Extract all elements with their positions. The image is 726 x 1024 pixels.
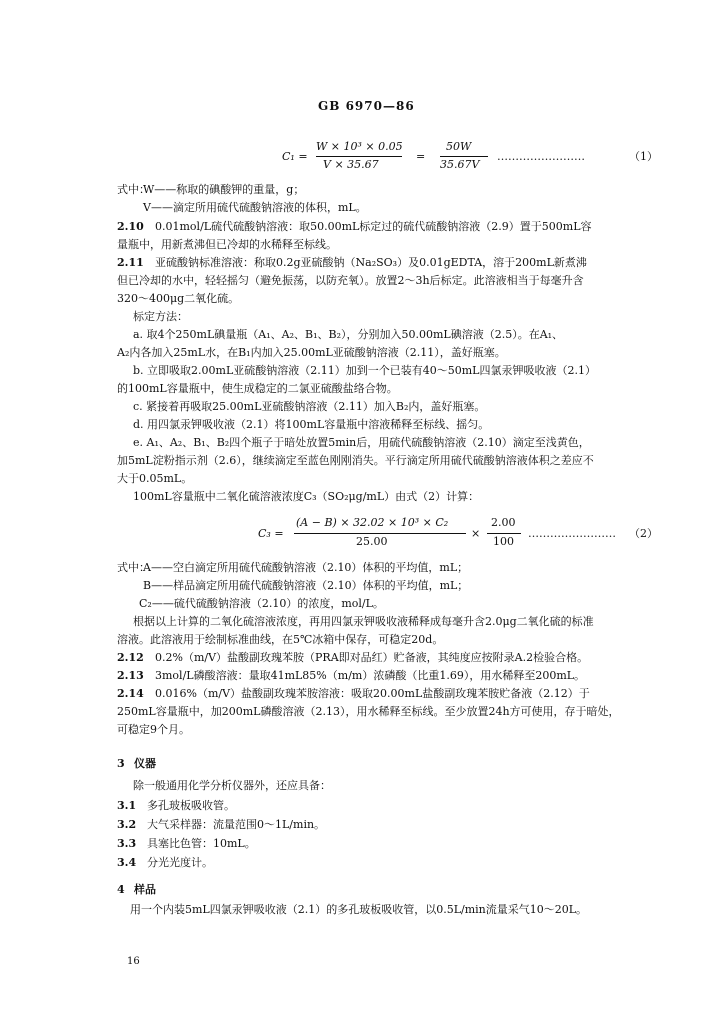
step-a-cont: A₂内各加入25mL水，在B₁内加入25.00mL亚硫酸钠溶液（2.11），盖好瓶塞。 xyxy=(117,346,506,359)
paragraph-line: 用一个内装5mL四氯汞钾吸收液（2.1）的多孔玻板吸收管，以0.5L/min流量采气10～20L。 xyxy=(130,903,588,916)
section-title: 仪器 xyxy=(134,757,156,770)
step-a: a. 取4个250mL碘量瓶（A₁、A₂、B₁、B₂），分别加入50.00mL碘溶液（2.5）。在A₁、 xyxy=(133,328,564,341)
eq1-denominator-2: 35.67V xyxy=(440,158,480,171)
paragraph-line: 3mol/L磷酸溶液：量取41mL85%（m/m）浓磷酸（比重1.69），用水稀释至200mL。 xyxy=(155,669,586,682)
where2-intro: 式中： xyxy=(117,561,150,574)
step-d: d. 用四氯汞钾吸收液（2.1）将100mL容量瓶中溶液稀释至标线、摇匀。 xyxy=(133,418,490,431)
eq1-fraction-line-2 xyxy=(440,156,488,157)
paragraph-line: 可稳定9个月。 xyxy=(117,723,190,736)
clause-number: 2.14 xyxy=(117,687,144,700)
eq2-lhs: C₃ = xyxy=(258,527,284,540)
where1-line-2: V——滴定所用硫代硫酸钠溶液的体积，mL。 xyxy=(143,201,367,214)
calc-intro: 100mL容量瓶中二氧化硫溶液浓度C₃（SO₂μg/mL）由式（2）计算： xyxy=(133,490,480,503)
item-number: 3.3 xyxy=(117,837,137,850)
section-number: 4 xyxy=(117,883,125,896)
eq2-number: （2） xyxy=(629,527,658,540)
eq2-numerator: (A − B) × 32.02 × 10³ × C₂ xyxy=(296,516,449,529)
eq2-numerator-2: 2.00 xyxy=(491,516,516,529)
step-c: c. 紧接着再吸取25.00mL亚硫酸钠溶液（2.11）加入B₂内，盖好瓶塞。 xyxy=(133,400,486,413)
paragraph-line: 250mL容量瓶中，加200mL磷酸溶液（2.13），用水稀释至标线。至少放置24h方可使用，存于暗处， xyxy=(117,705,620,718)
eq2-fraction-line-2 xyxy=(487,533,521,534)
eq1-equals: = xyxy=(416,150,426,163)
eq2-fraction-line xyxy=(294,533,466,534)
section-number: 3 xyxy=(117,757,125,770)
eq1-number: （1） xyxy=(629,150,658,163)
eq1-numerator-2: 50W xyxy=(446,140,472,153)
where2-line-3: C₂——硫代硫酸钠溶液（2.10）的浓度，mol/L。 xyxy=(139,597,384,610)
item-text: 大气采样器：流量范围0～1L/min。 xyxy=(147,818,326,831)
paragraph-line: 亚硫酸钠标准溶液：称取0.2g亚硫酸钠（Na₂SO₃）及0.01gEDTA，溶于200mL新煮沸 xyxy=(155,256,587,269)
page-number: 16 xyxy=(127,956,140,967)
paragraph-line: 0.2%（m/V）盐酸副玫瑰苯胺（PRA即对品红）贮备液，其纯度应按附录A.2检验合格。 xyxy=(155,651,589,664)
eq1-fraction-line xyxy=(316,156,402,157)
eq1-leader-dots: …………………… xyxy=(497,150,585,163)
paragraph-line: 但已冷却的水中，轻轻摇匀（避免振荡，以防充氧）。放置2～3h后标定。此溶液相当于每毫升含 xyxy=(117,274,584,287)
paragraph-line: 量瓶中，用新煮沸但已冷却的水稀释至标线。 xyxy=(117,238,337,251)
where2-line-1: A——空白滴定所用硫代硫酸钠溶液（2.10）体积的平均值，mL； xyxy=(143,561,469,574)
eq2-denominator: 25.00 xyxy=(356,535,388,548)
page-header: GB 6970—86 xyxy=(318,99,415,113)
paragraph-line: 0.01mol/L硫代硫酸钠溶液：取50.00mL标定过的硫代硫酸钠溶液（2.9）置于500mL容 xyxy=(155,220,592,233)
paragraph-line: 320～400μg二氧化硫。 xyxy=(117,292,240,305)
where1-line-1: W——称取的碘酸钾的重量，g； xyxy=(143,183,305,196)
step-e-cont: 大于0.05mL。 xyxy=(117,472,193,485)
eq2-times: × xyxy=(471,527,481,540)
clause-number: 2.11 xyxy=(117,256,144,269)
clause-number: 2.13 xyxy=(117,669,144,682)
eq2-leader-dots: …………………… xyxy=(528,527,616,540)
eq2-denominator-2: 100 xyxy=(493,535,514,548)
paragraph-line: 根据以上计算的二氧化硫溶液浓度，再用四氯汞钾吸收液稀释成每毫升含2.0μg二氧化硫的标准 xyxy=(133,615,594,628)
section-intro: 除一般通用化学分析仪器外，还应具备： xyxy=(133,779,331,792)
where1-intro: 式中： xyxy=(117,183,150,196)
clause-number: 2.10 xyxy=(117,220,144,233)
eq1-numerator: W × 10³ × 0.05 xyxy=(316,140,403,153)
item-text: 分光光度计。 xyxy=(147,856,213,869)
step-e-cont: 加5mL淀粉指示剂（2.6），继续滴定至蓝色刚刚消失。平行滴定所用硫代硫酸钠溶液体积之差应不 xyxy=(117,454,594,467)
where2-line-2: B——样品滴定所用硫代硫酸钠溶液（2.10）体积的平均值，mL； xyxy=(143,579,469,592)
item-number: 3.4 xyxy=(117,856,137,869)
paragraph-line: 溶液。此溶液用于绘制标准曲线，在5℃冰箱中保存，可稳定20d。 xyxy=(117,633,444,646)
eq1-denominator: V × 35.67 xyxy=(323,158,379,171)
method-heading: 标定方法： xyxy=(133,310,188,323)
item-number: 3.1 xyxy=(117,799,137,812)
step-b-cont: 的100mL容量瓶中，使生成稳定的二氯亚硫酸盐络合物。 xyxy=(117,382,398,395)
item-text: 具塞比色管：10mL。 xyxy=(147,837,256,850)
section-title: 样品 xyxy=(134,883,156,896)
item-text: 多孔玻板吸收管。 xyxy=(147,799,235,812)
item-number: 3.2 xyxy=(117,818,137,831)
eq1-lhs: C₁ = xyxy=(282,150,308,163)
paragraph-line: 0.016%（m/V）盐酸副玫瑰苯胺溶液：吸取20.00mL盐酸副玫瑰苯胺贮备液（2.12）于 xyxy=(155,687,590,700)
step-b: b. 立即吸取2.00mL亚硫酸钠溶液（2.11）加到一个已装有40～50mL四氯汞钾吸收液（2.1） xyxy=(133,364,596,377)
step-e: e. A₁、A₂、B₁、B₂四个瓶子于暗处放置5min后，用硫代硫酸钠溶液（2.10）滴定至浅黄色， xyxy=(133,436,590,449)
clause-number: 2.12 xyxy=(117,651,144,664)
